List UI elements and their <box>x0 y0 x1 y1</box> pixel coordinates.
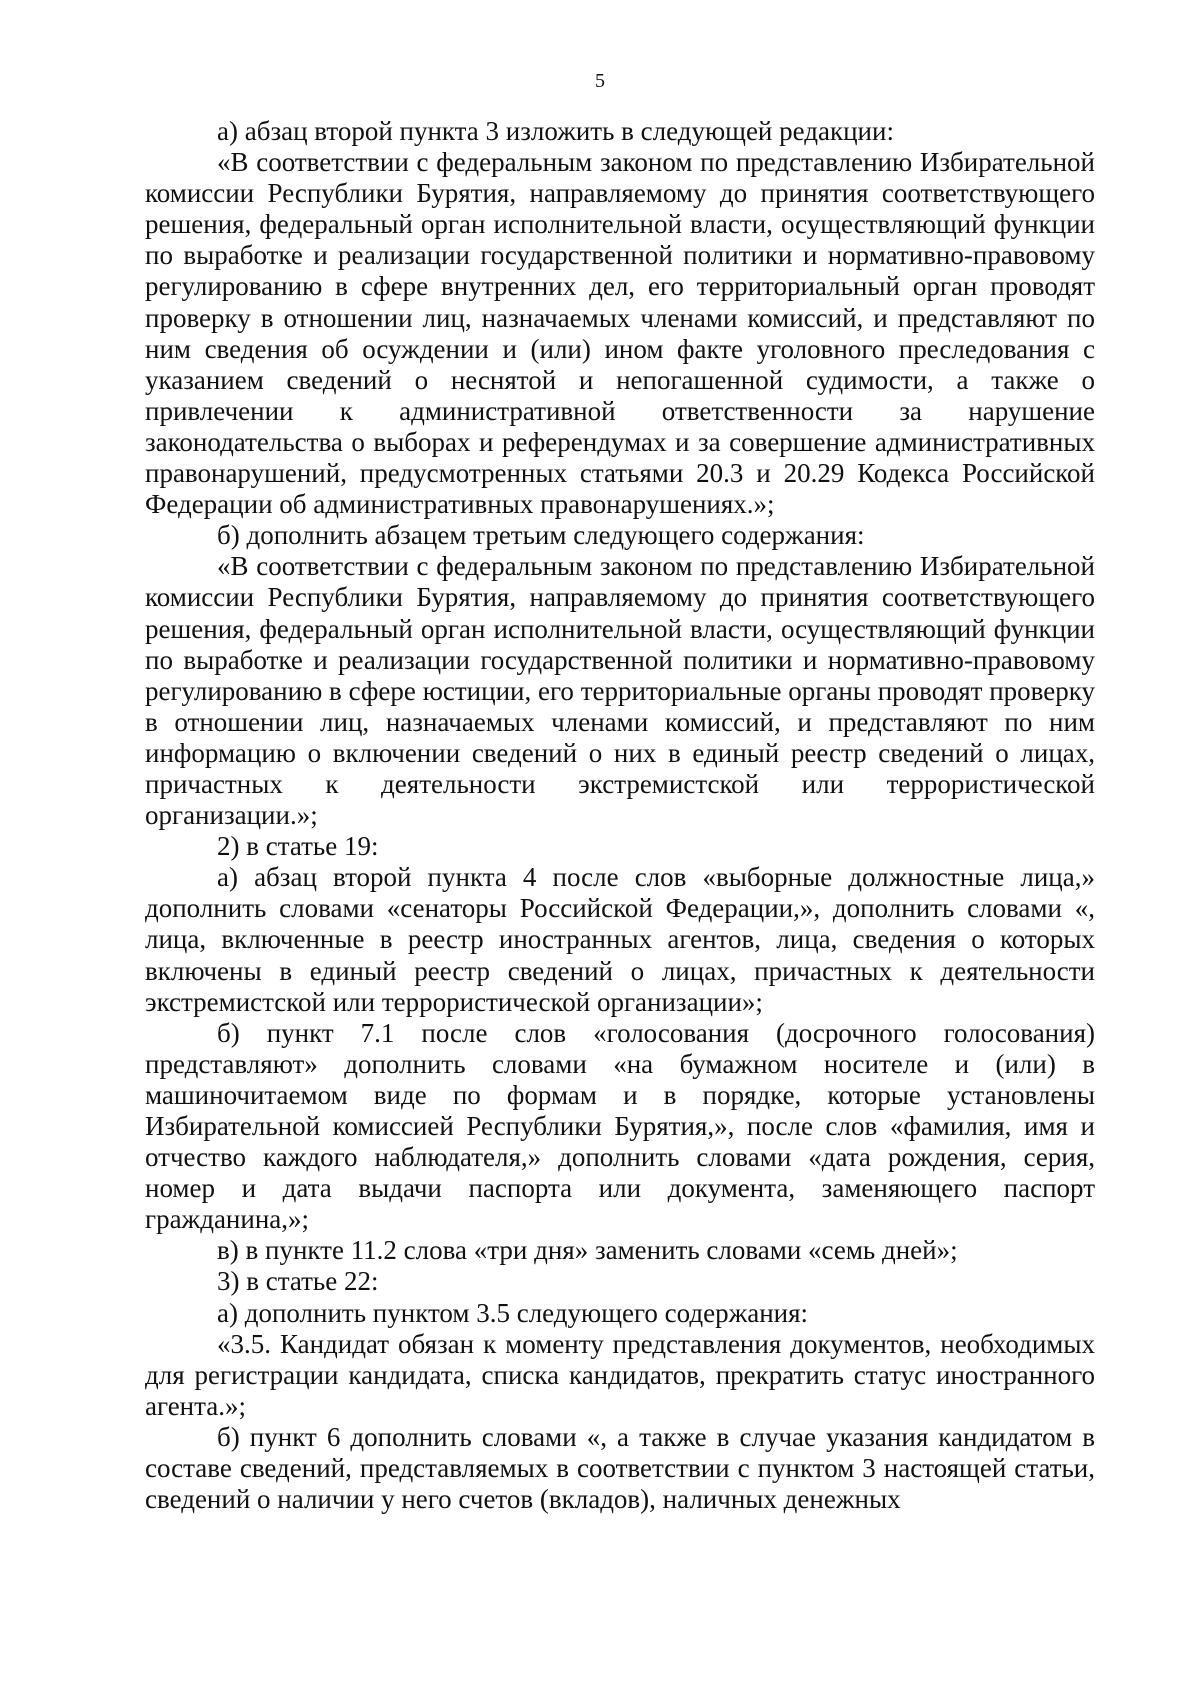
paragraph: «В соответствии с федеральным законом по представлению Избирательной комиссии Республики Бурятия, направляемому до принятия соответствующего решения, федеральный орган исполнительной власти, осуществляющий функции по выработке и реализации государственной политики и нормативно-правовому регулированию в сфере юстиции, его территориальные органы проводят проверку в отношении лиц, назначаемых членами комиссий, и представляют по ним информацию о включении сведений о них в единый реестр сведений о лицах, причастных к деятельности экстремистской или террористической организации.»; <box>145 551 1095 831</box>
paragraph: а) абзац второй пункта 4 после слов «выборные должностные лица,» дополнить словами «сенаторы Российской Федерации,», дополнить словами «, лица, включенные в реестр иностранных агентов, лица, сведения о которых включены в единый реестр сведений о лицах, причастных к деятельности экстремистской или террористической организации»; <box>145 862 1095 1017</box>
paragraph: «3.5. Кандидат обязан к моменту представления документов, необходимых для регистрации кандидата, списка кандидатов, прекратить статус иностранного агента.»; <box>145 1328 1095 1421</box>
paragraph: в) в пункте 11.2 слова «три дня» заменить словами «семь дней»; <box>217 1235 958 1266</box>
paragraph: б) дополнить абзацем третьим следующего содержания: <box>217 520 865 551</box>
page-number: 5 <box>595 70 605 92</box>
paragraph: «В соответствии с федеральным законом по представлению Избирательной комиссии Республики Бурятия, направляемому до принятия соответствующего решения, федеральный орган исполнительной власти, осуществляющий функции по выработке и реализации государственной политики и нормативно-правовому регулированию в сфере внутренних дел, его территориальный орган проводят проверку в отношении лиц, назначаемых членами комиссий, и представляют по ним сведения об осуждении и (или) ином факте уголовного преследования с указанием сведений о неснятой и непогашенной судимости, а также о привлечении к административной ответственности за нарушение законодательства о выборах и референдумах и за совершение административных правонарушений, предусмотренных статьями 20.3 и 20.29 Кодекса Российской Федерации об административных правонарушениях.»; <box>145 147 1095 520</box>
paragraph: 3) в статье 22: <box>217 1266 379 1297</box>
paragraph: 2) в статье 19: <box>217 831 379 862</box>
paragraph: а) абзац второй пункта 3 изложить в следующей редакции: <box>217 116 894 146</box>
paragraph: а) дополнить пунктом 3.5 следующего содержания: <box>217 1297 809 1328</box>
paragraph: б) пункт 7.1 после слов «голосования (досрочного голосования) представляют» дополнить словами «на бумажном носителе и (или) в машиночитаемом виде по формам и в порядке, которые установлены Избирательной комиссией Республики Бурятия,», после слов «фамилия, имя и отчество каждого наблюдателя,» дополнить словами «дата рождения, серия, номер и дата выдачи паспорта или документа, заменяющего паспорт гражданина,»; <box>145 1017 1095 1235</box>
document-body <box>145 116 1095 1515</box>
paragraph: б) пункт 6 дополнить словами «, а также в случае указания кандидатом в составе сведений, представляемых в соответствии с пунктом 3 настоящей статьи, сведений о наличии у него счетов (вкладов), наличных денежных <box>145 1421 1095 1515</box>
